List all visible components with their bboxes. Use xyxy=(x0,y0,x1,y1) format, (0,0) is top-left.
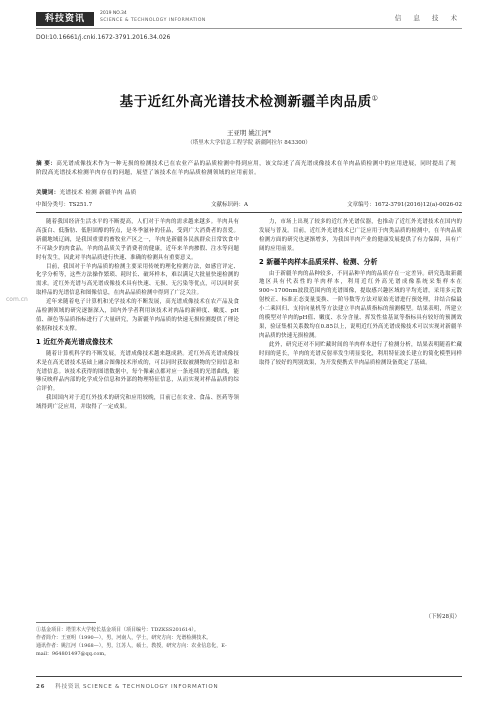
paragraph: 此外，研究还对不同贮藏时间的羊肉样本进行了检测分析，结果表明随着贮藏时间的延长，羊肉的光谱反射率发生明显变化，利用特征波长建立的简化模型同样取得了较好的判别效果，为开发便携式羊肉品质检测设备奠定了基础。 xyxy=(259,341,462,366)
page-number: 26 xyxy=(36,684,46,690)
footer-divider xyxy=(36,676,462,677)
header-divider xyxy=(36,212,462,213)
paper-title xyxy=(36,90,462,110)
left-column xyxy=(36,218,239,412)
paragraph: 随着计算机科学的不断发展，光谱成像技术越来越成熟。近红外高光谱成像技术是在高光谱技术基础上融合图像技术形成的，可以同时获取被测物的空间信息和光谱信息。该技术获得的图谱数据中，每个像素点都对应一条连续的光谱曲线，能够反映样品内部的化学成分信息和外部的物理特征信息，从而实现对样品品质的综合评价。 xyxy=(36,350,239,393)
title-footnote-mark: ① xyxy=(371,94,379,103)
section-heading-2: 2 新疆羊肉样本品质采样、检测、分析 xyxy=(259,257,378,266)
paragraph: 目前，我国对于羊肉品质的检测主要采用传统的理化检测方法，如感官评定、化学分析等，这些方法操作繁琐、耗时长、破坏样本，难以满足大批量快速检测的需求。近红外光谱与高光谱成像技术具有快速、无损、无污染等优点，可以同时获取样品的光谱信息和图像信息，在肉品品质检测中得到了广泛关注。 xyxy=(36,263,239,297)
paragraph: 力，市场上出现了较多的近红外光谱仪器，也推动了近红外光谱技术在国内的发展与普及。目前，近红外光谱技术已广泛应用于肉类品质的检测中，在羊肉品质检测方面的研究也逐渐增多，为我国羊肉产业的健康发展提供了有力保障，具有广阔的应用前景。 xyxy=(259,219,462,252)
keywords xyxy=(36,188,456,196)
paragraph: 我国国内对于近红外技术的研究和应用较晚，目前已在农业、食品、医药等领域得到广泛应用，并取得了一定成果。 xyxy=(36,395,239,411)
clc-number: 中图分类号：TS251.7 xyxy=(36,202,93,208)
title-text: 基于近红外高光谱技术检测新疆羊肉品质 xyxy=(119,94,372,110)
continued-note: （下转28页） xyxy=(425,614,460,620)
right-column xyxy=(259,218,462,368)
document-code: 文献标识码：A xyxy=(211,202,248,208)
keywords-label: 关键词： xyxy=(36,190,60,196)
abstract-label: 摘 要： xyxy=(36,161,57,167)
paragraph: 由于新疆羊肉的品种较多，不同品种羊肉的品质存在一定差异。研究选取新疆地区具有代表性的羊肉样本，利用近红外高光谱成像系统采集样本在900~1700nm波段范围内的光谱图像，提取感兴趣区域的平均光谱，采用多元散射校正、标准正态变量变换、一阶导数等方法对原始光谱进行预处理，并结合偏最小二乘回归、支持向量机等方法建立羊肉品质指标的预测模型。结果表明，所建立的模型对羊肉的pH值、嫩度、水分含量、挥发性盐基氮等指标具有较好的预测效果，验证集相关系数均在0.85以上，说明近红外高光谱成像技术可以实现对新疆羊肉品质的快速无损检测。 xyxy=(259,270,462,339)
doi: DOI:10.16661/j.cnki.1672-3791.2016.34.026 xyxy=(36,34,171,41)
authors: 王亚明 姚江河* xyxy=(226,129,272,137)
affiliation: （塔里木大学信息工程学院 新疆阿拉尔 843300） xyxy=(187,140,311,146)
paragraph: 随着我国经济生活水平的不断提高，人们对于羊肉的需求越来越多。羊肉具有高蛋白、低脂肪、低胆固醇的特点，是冬季滋补的佳品，受到广大消费者的喜爱。新疆地域辽阔，是我国重要的畜牧业产区之一，羊肉是新疆各民族群众日常饮食中不可缺少的肉食品。羊肉的品质关乎消费者的健康，近年来羊肉掺假、注水等问题时有发生，因此对羊肉品质进行快速、准确的检测具有重要意义。 xyxy=(36,219,239,261)
footnote-corresponding: 通讯作者：姚江河（1968—），男，江苏人，硕士，教授，研究方向：农业信息化，E-mail：964801497@qq.com。 xyxy=(36,643,227,657)
issue-line: 2019 NO.34 xyxy=(100,11,127,16)
page-footer xyxy=(36,682,218,690)
article-number: 文章编号：1672-3791(2016)12(a)-0026-02 xyxy=(347,202,462,208)
abstract-text: 高光谱成像技术作为一种无损的检测技术已在农业产品的品质检测中得到应用，该文综述了高光谱成像技术在羊肉品质检测中的应用进展，同时提出了现阶段高光谱技术检测羊肉存在的问题，展望了该技术在羊肉品质检测领域的应用前景。 xyxy=(36,161,456,177)
footnote-funding: ①基金项目：塔里木大学校长基金项目（项目编号：TDZKSS201614）。 xyxy=(36,627,199,633)
footnote-author: 作者简介：王亚明（1990—），男，河南人，学士，研究方向：光谱检测技术。 xyxy=(36,635,212,641)
section-name: 信 息 技 术 xyxy=(394,14,462,22)
section-heading-1: 1 近红外高光谱成像技术 xyxy=(36,337,113,346)
footnotes xyxy=(36,626,239,658)
journal-english-name: SCIENCE & TECHNOLOGY INFORMATION xyxy=(100,18,206,23)
abstract xyxy=(36,160,456,178)
footnote-divider xyxy=(36,622,96,623)
paragraph: 近年来随着电子计算机和光学技术的不断发展，高光谱成像技术在农产品及食品检测领域的研究逐渐深入，国内外学者利用该技术对肉品的新鲜度、嫩度、pH值、颜色等品质指标进行了大量研究，为新疆羊肉品质的快速无损检测提供了理论依据和技术支撑。 xyxy=(36,299,239,332)
masthead xyxy=(36,10,462,29)
footer-journal: 科技资讯 SCIENCE & TECHNOLOGY INFORMATION xyxy=(55,684,219,690)
journal-logo: 科技资讯 xyxy=(36,12,94,26)
keywords-text: 光谱技术 检测 新疆羊肉 品质 xyxy=(59,190,137,196)
watermark: com.cn xyxy=(6,296,28,303)
